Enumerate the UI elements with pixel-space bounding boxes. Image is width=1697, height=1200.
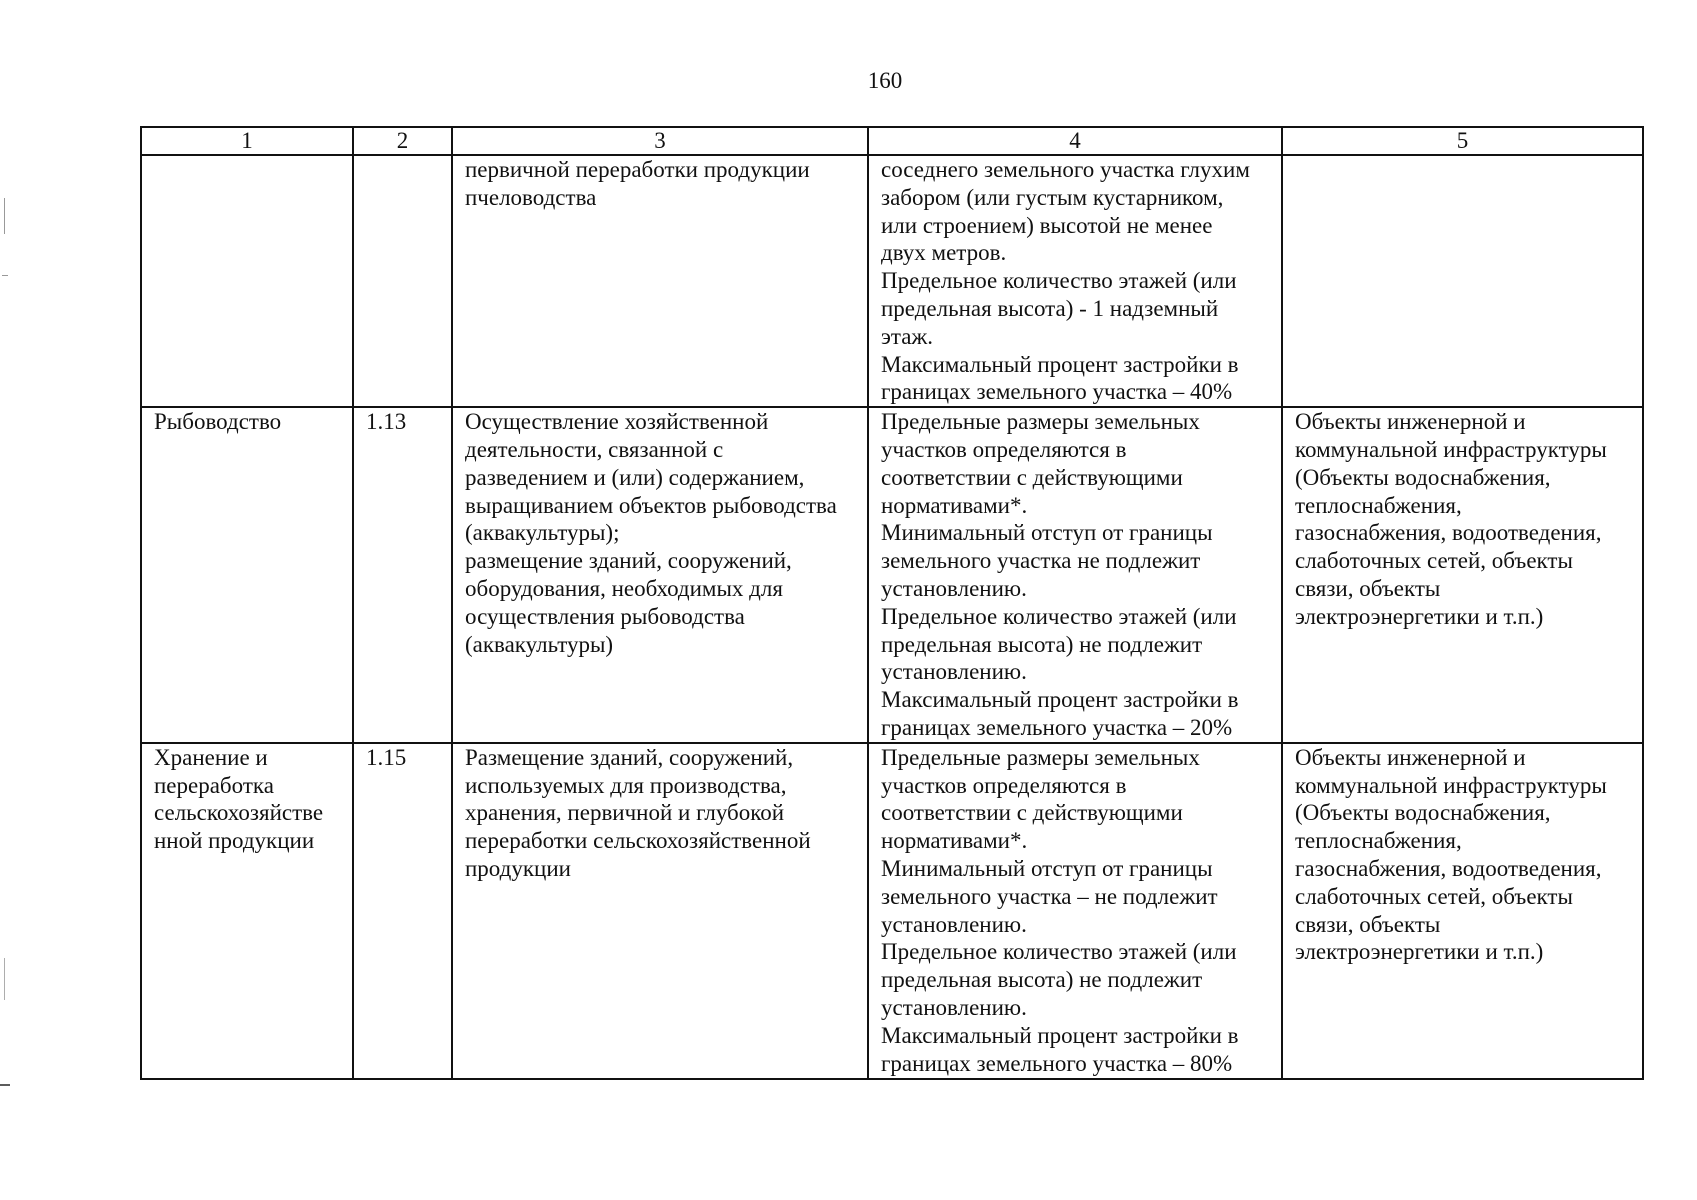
table-cell-col-5 [1282,155,1643,407]
cell-text-line: Минимальный отступ от границы [881,855,1213,881]
cell-text-line: Предельное количество этажей (или [881,939,1237,965]
cell-text-line: Рыбоводство [154,409,282,435]
cell-text-line: электроэнергетики и т.п.) [1295,603,1544,629]
table-cell-col-2 [353,407,452,743]
cell-text-line: границах земельного участка – 20% [881,714,1233,740]
table-cell-col-2 [353,743,452,1079]
cell-text-line: установлению. [881,575,1027,601]
cell-text-line: теплоснабжения, [1295,828,1462,854]
cell-text-line: Предельные размеры земельных [881,409,1200,435]
cell-text-line: используемых для производства, [465,772,787,798]
table-cell-col-3 [452,743,868,1079]
scan-edge-mark [4,198,5,234]
cell-text-line: соответствии с действующими [881,800,1183,826]
table-cell-col-1 [141,407,353,743]
cell-text-line: выращиванием объектов рыбоводства [465,492,837,518]
cell-text-line: забором (или густым кустарником, [881,184,1224,210]
cell-text-line: теплоснабжения, [1295,492,1462,518]
header-col-1: 1 [141,127,353,155]
cell-text-line: Объекты инженерной и [1295,744,1526,770]
table-cell-col-3 [452,155,868,407]
cell-text-line: участков определяются в [881,772,1127,798]
cell-text-line: газоснабжения, водоотведения, [1295,520,1602,546]
table-cell-col-2 [353,155,452,407]
cell-text-line: Максимальный процент застройки в [881,687,1239,713]
cell-text-line: сельскохозяйстве [154,800,324,826]
cell-text-line: размещение зданий, сооружений, [465,548,792,574]
cell-text-line: Максимальный процент застройки в [881,1022,1239,1048]
cell-text-line: связи, объекты [1295,911,1441,937]
cell-text-line: установлению. [881,659,1027,685]
cell-text-line: соответствии с действующими [881,464,1183,490]
cell-text-line: переработки сельскохозяйственной [465,828,811,854]
cell-text-line: предельная высота) не подлежит [881,967,1203,993]
table-cell-col-1 [141,155,353,407]
table-row [141,155,1643,407]
cell-text-line: пчеловодства [465,184,597,210]
cell-text-line: Хранение и [154,744,268,770]
cell-text-line: деятельности, связанной с [465,436,724,462]
table-header-row [141,127,1643,155]
header-col-4: 4 [868,127,1282,155]
cell-text-line: Максимальный процент застройки в [881,351,1239,377]
cell-text-line: Предельные размеры земельных [881,744,1200,770]
cell-text-line: коммунальной инфраструктуры [1295,772,1607,798]
cell-text-line: (Объекты водоснабжения, [1295,800,1551,826]
scan-edge-mark [2,275,8,276]
cell-text-line: электроэнергетики и т.п.) [1295,939,1544,965]
cell-text-line: первичной переработки продукции [465,157,810,182]
table-cell-col-1 [141,743,353,1079]
cell-text-line: установлению. [881,994,1027,1020]
cell-text-line: слаботочных сетей, объекты [1295,548,1573,574]
table-cell-col-5 [1282,407,1643,743]
cell-text-line: коммунальной инфраструктуры [1295,436,1607,462]
cell-text-line: соседнего земельного участка глухим [881,157,1250,182]
cell-text-line: нормативами*. [881,828,1028,854]
page-number: 160 [867,68,903,93]
cell-text-line: (Объекты водоснабжения, [1295,464,1551,490]
scan-edge-mark [4,958,5,1000]
cell-text-line: нормативами*. [881,492,1028,518]
cell-text-line: двух метров. [881,240,1007,266]
cell-text-line: этаж. [881,323,934,349]
table-cell-col-3 [452,407,868,743]
cell-text-line: продукции [465,855,571,881]
cell-text-line: Размещение зданий, сооружений, [465,744,794,770]
header-col-5: 5 [1282,127,1643,155]
header-col-2: 2 [353,127,452,155]
cell-text-line: Минимальный отступ от границы [881,520,1213,546]
cell-text-line: предельная высота) - 1 надземный [881,295,1219,321]
cell-text-line: связи, объекты [1295,575,1441,601]
cell-text-line: 1.15 [366,744,407,770]
cell-text-line: 1.13 [366,409,407,435]
cell-text-line: (аквакультуры) [465,631,614,657]
header-col-3: 3 [452,127,868,155]
cell-text-line: нной продукции [154,828,315,854]
cell-text-line: предельная высота) не подлежит [881,631,1203,657]
cell-text-line: осуществления рыбоводства [465,603,745,629]
table-row [141,407,1643,743]
cell-text-line: границах земельного участка – 40% [881,379,1233,405]
cell-text-line: или строением) высотой не менее [881,212,1213,238]
cell-text-line: земельного участка – не подлежит [881,883,1218,909]
cell-text-line: установлению. [881,911,1027,937]
cell-text-line: участков определяются в [881,436,1127,462]
table-cell-col-4 [868,407,1282,743]
table-cell-col-4 [868,155,1282,407]
land-use-table [140,126,1644,1080]
table-cell-col-4 [868,743,1282,1079]
cell-text-line: оборудования, необходимых для [465,575,783,601]
cell-text-line: газоснабжения, водоотведения, [1295,855,1602,881]
cell-text-line: хранения, первичной и глубокой [465,800,785,826]
cell-text-line: переработка [154,772,274,798]
cell-text-line: Предельное количество этажей (или [881,268,1237,294]
scan-edge-mark [0,1084,10,1086]
cell-text-line: земельного участка не подлежит [881,548,1201,574]
table-row [141,743,1643,1079]
cell-text-line: (аквакультуры); [465,520,620,546]
cell-text-line: Объекты инженерной и [1295,409,1526,435]
cell-text-line: разведением и (или) содержанием, [465,464,805,490]
cell-text-line: слаботочных сетей, объекты [1295,883,1573,909]
cell-text-line: Предельное количество этажей (или [881,603,1237,629]
cell-text-line: Осуществление хозяйственной [465,409,769,435]
cell-text-line: границах земельного участка – 80% [881,1050,1233,1076]
table-cell-col-5 [1282,743,1643,1079]
